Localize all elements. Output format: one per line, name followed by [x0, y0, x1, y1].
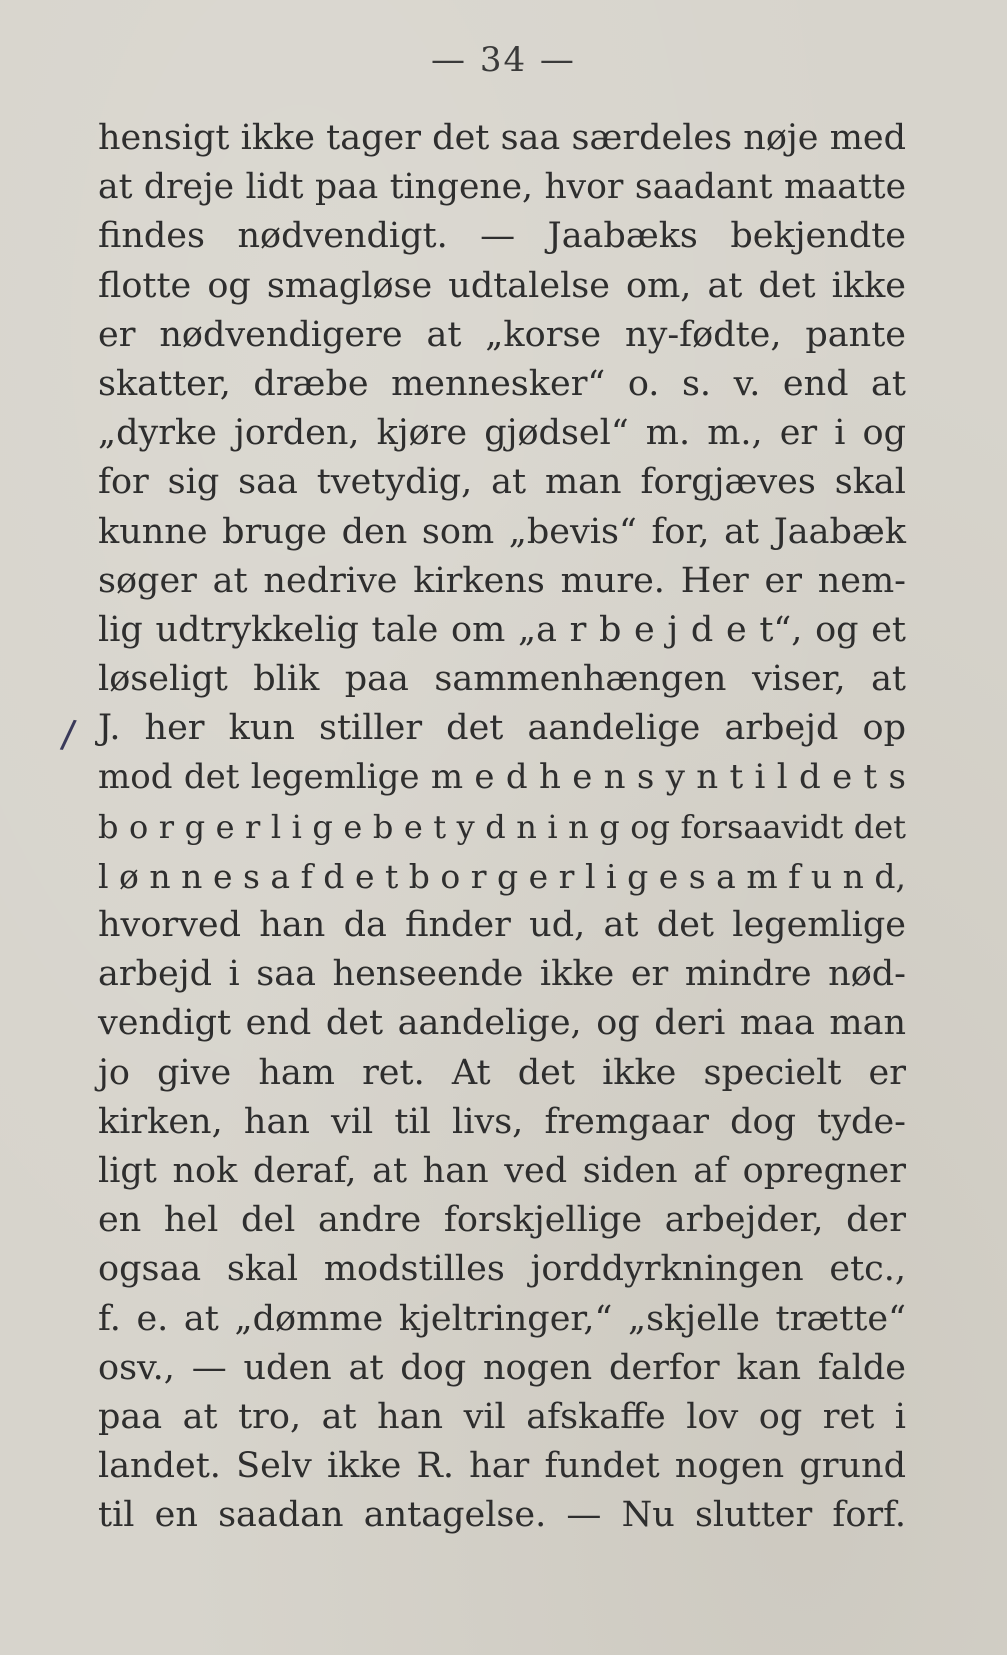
text-line: til en saadan antagelse. — Nu slutter forf.	[98, 1495, 906, 1536]
text-line: ogsaa skal modstilles jorddyrkningen etc.,	[98, 1249, 906, 1290]
text-line: vendigt end det aandelige, og deri maa man	[98, 1003, 906, 1044]
text-line: arbejd i saa henseende ikke er mindre nød-	[98, 954, 906, 995]
body-text	[98, 114, 906, 1540]
text-line: f. e. at „dømme kjeltringer,“ „skjelle trætte“	[98, 1298, 906, 1339]
text-line: kirken, han vil til livs, fremgaar dog tyde-	[98, 1101, 906, 1142]
text-line: en hel del andre forskjellige arbejder, der	[98, 1200, 906, 1241]
text-line: b o r g e r l i g e b e t y d n i n g og forsaavidt det	[98, 807, 906, 846]
text-line: „dyrke jorden, kjøre gjødsel“ m. m., er i og	[98, 413, 906, 454]
text-line: paa at tro, at han vil afskaffe lov og ret i	[98, 1396, 906, 1437]
text-line: for sig saa tvetydig, at man forgjæves skal	[98, 462, 906, 503]
text-line: skatter, dræbe mennesker“ o. s. v. end at	[98, 363, 906, 404]
text-line: hvorved han da finder ud, at det legemlige	[98, 905, 906, 945]
text-line: søger at nedrive kirkens mure. Her er nem-	[98, 560, 906, 601]
text-line: lig udtrykkelig tale om „a r b e j d e t“, og et	[98, 609, 906, 650]
text-line: løseligt blik paa sammenhængen viser, at	[98, 659, 906, 700]
text-line: kunne bruge den som „bevis“ for, at Jaabæk	[98, 511, 906, 552]
text-line: jo give ham ret. At det ikke specielt er	[98, 1052, 906, 1093]
text-line: flotte og smagløse udtalelse om, at det ikke	[98, 265, 906, 306]
text-line: er nødvendigere at „korse ny-fødte, pante	[98, 314, 906, 355]
margin-mark: /	[59, 711, 78, 757]
text-line: ligt nok deraf, at han ved siden af opregner	[98, 1150, 906, 1191]
text-line: osv., — uden at dog nogen derfor kan falde	[98, 1347, 906, 1388]
page-number: — 34 —	[431, 40, 576, 80]
text-line: landet. Selv ikke R. har fundet nogen grund	[98, 1446, 906, 1487]
text-line: l ø n n e s a f d e t b o r g e r l i g e s a m f u n d,	[98, 856, 906, 896]
text-line: hensigt ikke tager det saa særdeles nøje med	[98, 118, 906, 158]
text-line: findes nødvendigt. — Jaabæks bekjendte	[98, 216, 906, 257]
text-line: at dreje lidt paa tingene, hvor saadant maatte	[98, 167, 906, 208]
text-line: J. her kun stiller det aandelige arbejd op	[98, 708, 906, 749]
text-line: mod det legemlige m e d h e n s y n t i l d e t s	[98, 757, 906, 798]
